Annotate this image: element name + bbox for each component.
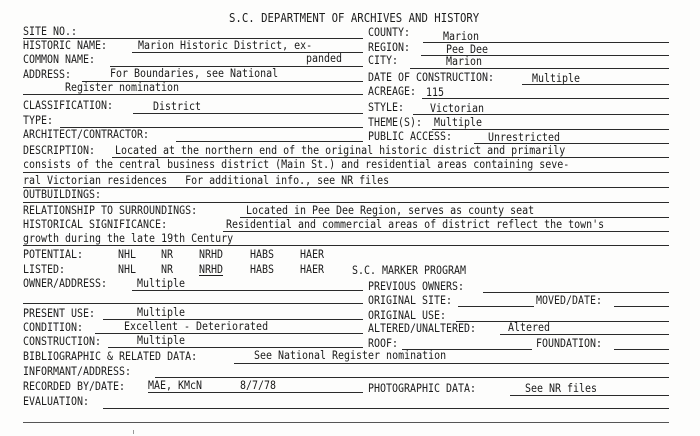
listed-nrhd-selected: NRHD [199, 262, 224, 276]
significance-rule2 [23, 245, 669, 246]
previous-owners-label: PREVIOUS OWNERS: [368, 279, 465, 293]
present-use-value: Multiple [137, 305, 186, 319]
significance-line2: growth during the late 19th Century [23, 231, 234, 245]
roof-label: ROOF: [368, 336, 399, 350]
classification-label: CLASSIFICATION: [23, 98, 114, 112]
listed-habs: HABS [250, 262, 275, 276]
description-line2: consists of the central business district (Main St.) and residential areas containing seve- [23, 157, 570, 171]
potential-label: POTENTIAL: [23, 247, 84, 261]
owner-cont-line [23, 303, 363, 304]
listed-nr: NR [161, 262, 174, 276]
present-use-label: PRESENT USE: [23, 306, 96, 320]
city-line [410, 68, 669, 69]
potential-habs: HABS [250, 247, 275, 261]
bibliographic-label: BIBLIOGRAPHIC & RELATED DATA: [23, 349, 198, 363]
city-value: Marion [446, 54, 483, 68]
evaluation-line-2 [23, 422, 669, 423]
listed-haer: HAER [300, 262, 325, 276]
owner-value: Multiple [137, 276, 186, 290]
themes-label: THEME(S): [368, 115, 423, 129]
owner-label: OWNER/ADDRESS: [23, 276, 108, 290]
date-of-construction-label: DATE OF CONSTRUCTION: [368, 70, 495, 84]
description-line3: ral Victorian residences For additional info., see NR files [23, 173, 390, 187]
altered-label: ALTERED/UNALTERED: [368, 321, 477, 335]
architect-line [176, 141, 363, 142]
listed-label: LISTED: [23, 262, 66, 276]
potential-nrhd: NRHD [199, 247, 224, 261]
photographic-data-value: See NR files [525, 381, 598, 395]
foundation-label: FOUNDATION: [536, 336, 603, 350]
address-cont-line [23, 94, 363, 95]
evaluation-label: EVALUATION: [23, 394, 90, 408]
potential-nhl: NHL [118, 247, 137, 261]
recorded-by-date: 8/7/78 [240, 378, 277, 392]
construction-label: CONSTRUCTION: [23, 334, 102, 348]
photographic-data-label: PHOTOGRAPHIC DATA: [368, 381, 477, 395]
informant-label: INFORMANT/ADDRESS: [23, 364, 132, 378]
altered-line [500, 334, 669, 335]
recorded-by-label: RECORDED BY/DATE: [23, 379, 126, 393]
county-label: COUNTY: [368, 25, 411, 39]
address-value-cont: Register nomination [65, 80, 180, 94]
original-site-label: ORIGINAL SITE: [368, 293, 453, 307]
construction-value: Multiple [137, 333, 186, 347]
site-no-label: SITE NO.: [23, 24, 78, 38]
foundation-line [614, 349, 669, 350]
classification-line [133, 113, 363, 114]
city-label: CITY: [368, 53, 399, 67]
architect-label: ARCHITECT/CONTRACTOR: [23, 127, 150, 141]
acreage-line [422, 98, 669, 99]
description-rule3 [23, 187, 669, 188]
county-value: Marion [443, 29, 480, 43]
historic-name-value: Marion Historic District, ex- [138, 38, 313, 52]
informant-line [155, 377, 669, 378]
bibliographic-value: See National Register nomination [254, 348, 447, 362]
marker-program-label: S.C. MARKER PROGRAM [352, 263, 467, 277]
outbuildings-label: OUTBUILDINGS: [23, 187, 102, 201]
original-site-line [458, 306, 534, 307]
potential-haer: HAER [300, 247, 325, 261]
region-value: Pee Dee [446, 42, 489, 56]
acreage-value: 115 [426, 85, 445, 99]
original-use-line [456, 321, 669, 322]
significance-rule1 [223, 231, 669, 232]
address-label: ADDRESS: [23, 67, 72, 81]
significance-label: HISTORICAL SIGNIFICANCE: [23, 217, 168, 231]
common-name-label: COMMON NAME: [23, 52, 96, 66]
themes-value: Multiple [434, 115, 483, 129]
recorded-by-line [148, 392, 363, 393]
public-access-label: PUBLIC ACCESS: [368, 129, 453, 143]
condition-value: Excellent - Deteriorated [124, 319, 269, 333]
condition-line [95, 333, 363, 334]
classification-value: District [153, 99, 202, 113]
potential-nr: NR [161, 247, 174, 261]
bibliographic-line [234, 363, 669, 364]
date-of-construction-line [522, 84, 669, 85]
form-header: S.C. DEPARTMENT OF ARCHIVES AND HISTORY [229, 10, 480, 25]
moved-date-line [614, 306, 669, 307]
address-value: For Boundaries, see National [110, 66, 279, 80]
region-label: REGION: [368, 40, 411, 54]
description-line1: Located at the northern end of the original historic district and primarily [115, 143, 566, 157]
style-value: Victorian [430, 101, 485, 115]
public-access-value: Unrestricted [488, 130, 561, 144]
moved-date-label: MOVED/DATE: [536, 293, 603, 307]
significance-line1: Residential and commercial areas of district reflect the town's [226, 217, 605, 231]
relationship-label: RELATIONSHIP TO SURROUNDINGS: [23, 203, 198, 217]
description-label: DESCRIPTION: [23, 143, 96, 157]
photographic-data-line [510, 395, 669, 396]
condition-label: CONDITION: [23, 320, 84, 334]
relationship-value: Located in Pee Dee Region, serves as county seat [246, 203, 535, 217]
altered-value: Altered [508, 320, 551, 334]
date-of-construction-value: Multiple [532, 71, 581, 85]
style-label: STYLE: [368, 100, 405, 114]
original-use-label: ORIGINAL USE: [368, 308, 447, 322]
evaluation-line [103, 408, 669, 409]
owner-line [132, 290, 363, 291]
type-label: TYPE: [23, 113, 54, 127]
historic-name-label: HISTORIC NAME: [23, 38, 108, 52]
listed-nhl: NHL [118, 262, 137, 276]
acreage-label: ACREAGE: [368, 84, 417, 98]
recorded-by-value: MAE, KMcN [148, 378, 203, 392]
scan-speck [133, 430, 134, 434]
historic-name-value-cont: panded [306, 51, 343, 65]
